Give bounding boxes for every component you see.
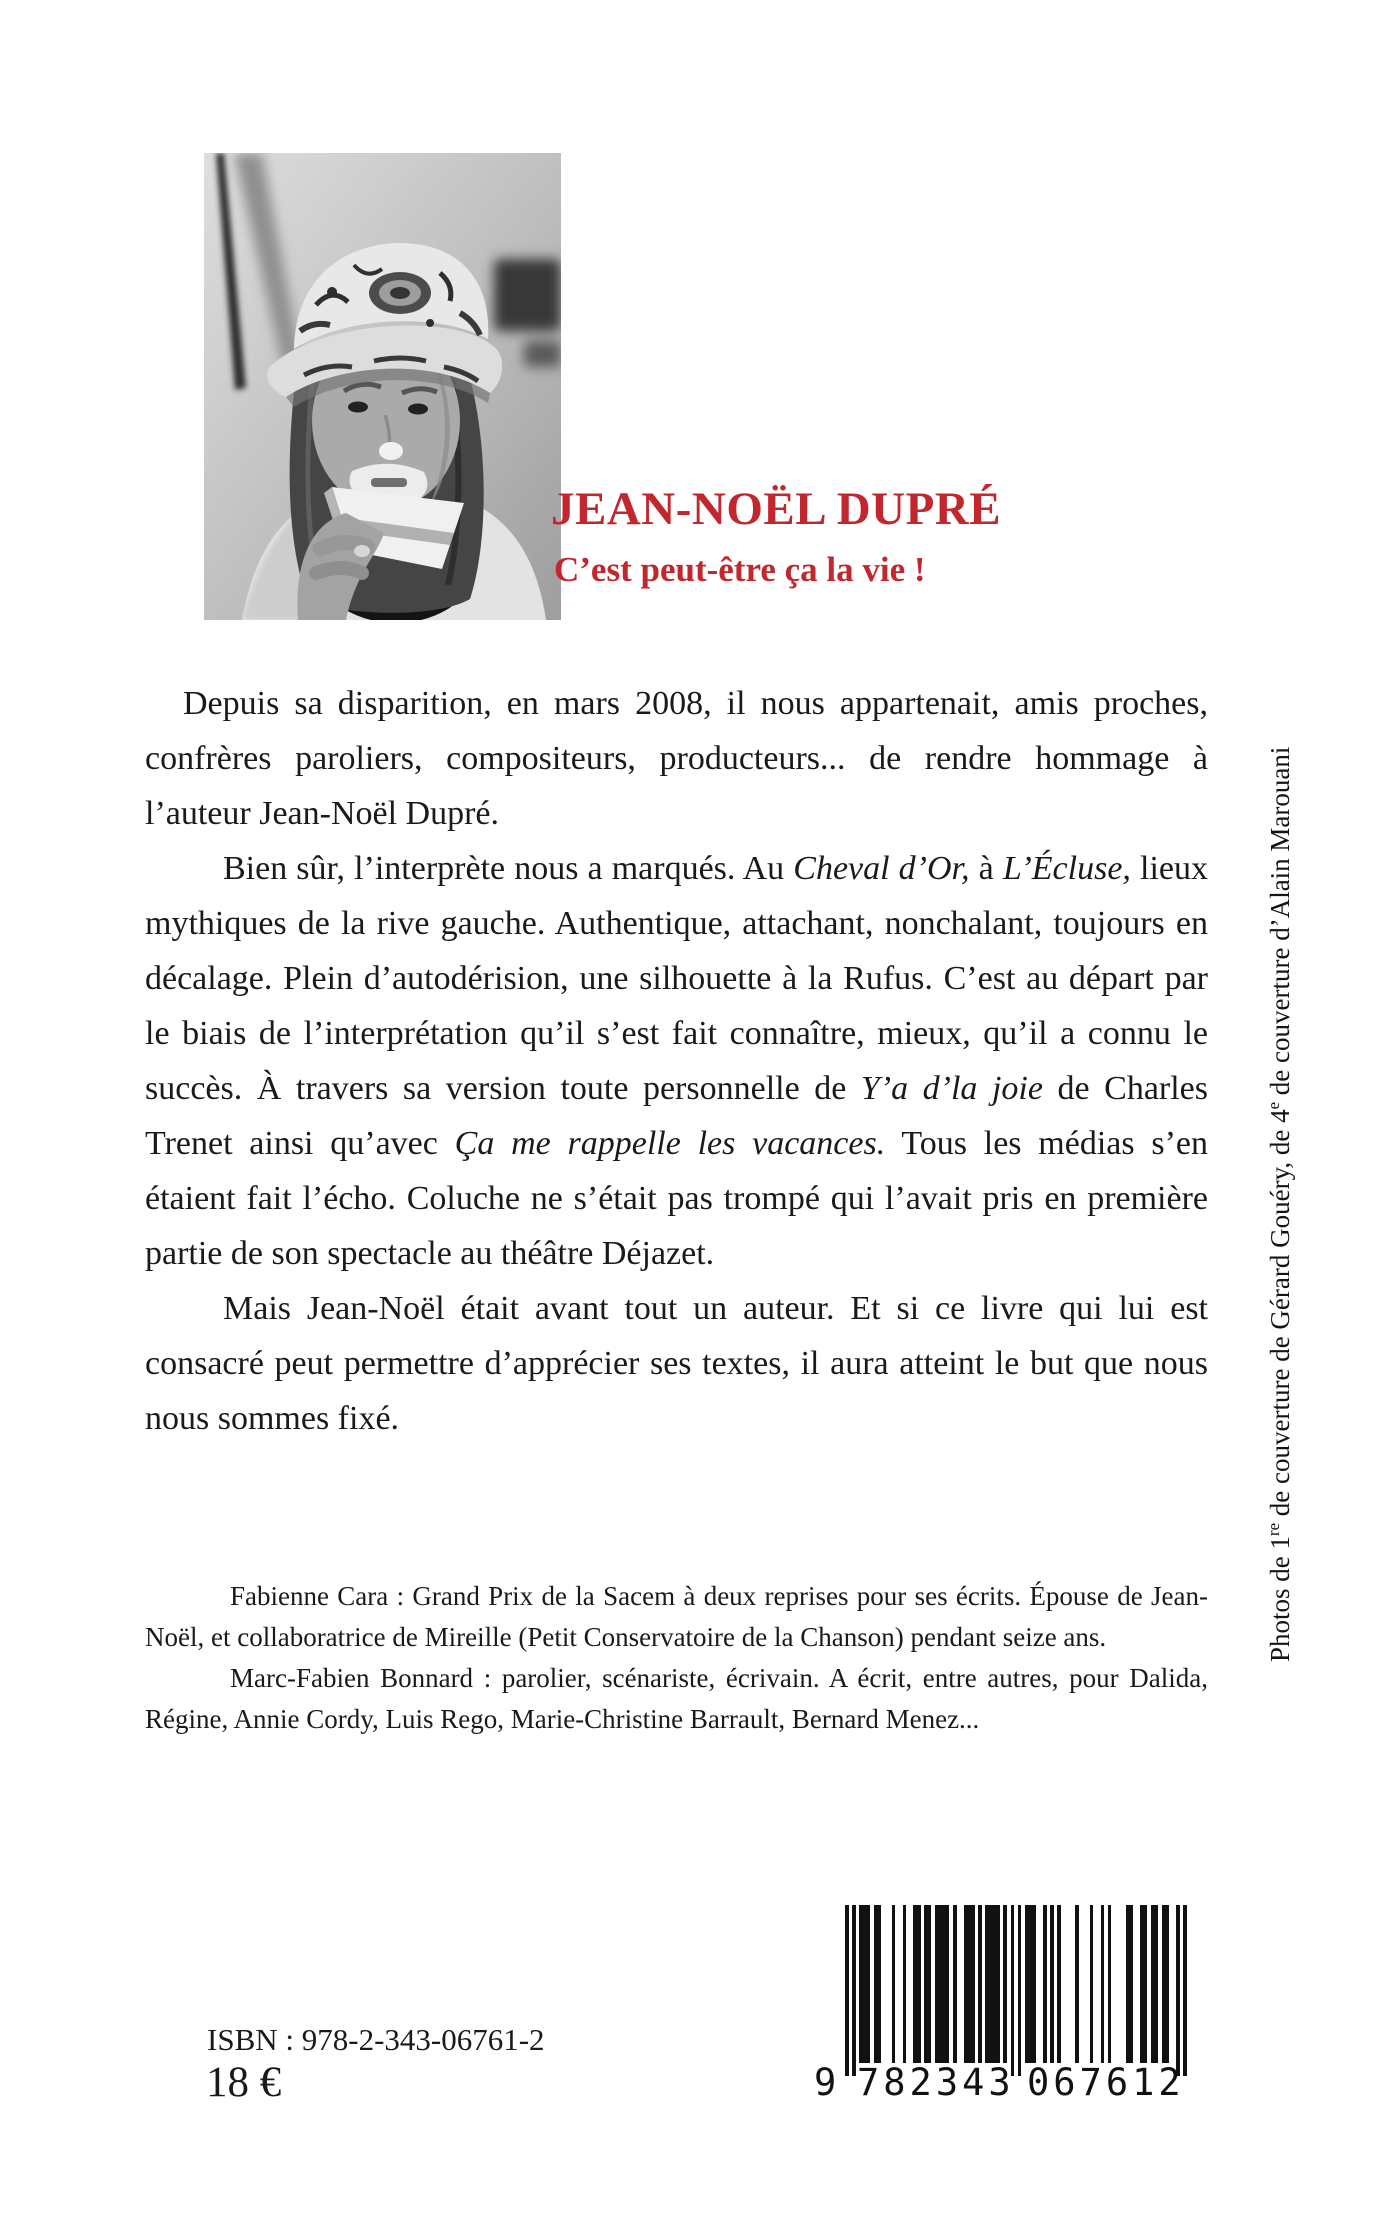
barcode-bar xyxy=(1075,1905,1079,2063)
barcode-digit-first: 9 xyxy=(814,2061,837,2104)
barcode-bar xyxy=(874,1905,881,2063)
barcode-bar xyxy=(1183,1905,1187,2076)
price: 18 € xyxy=(206,2059,282,2106)
body-paragraph xyxy=(145,676,1208,841)
barcode-bar xyxy=(1151,1905,1158,2063)
barcode-bar xyxy=(1101,1905,1105,2063)
barcode-bar xyxy=(1090,1905,1094,2063)
barcode-bar xyxy=(964,1905,975,2063)
barcode-bar xyxy=(1162,1905,1169,2063)
barcode-bar xyxy=(1018,1905,1022,2076)
body-text-run: Depuis sa disparition, en mars 2008, il nous appartenait, amis proches, confrères paroliers, compositeurs, producteurs... de rendre hommage à l’auteur Jean-Noël Dupré. xyxy=(145,685,1208,832)
credit-paragraph: Fabienne Cara : Grand Prix de la Sacem à deux reprises pour ses écrits. Épouse de Jean-Noël, et collaboratrice de Mireille (Petit Conservatoire de la Chanson) pendant seize ans. xyxy=(145,1581,1208,1652)
barcode-digits-right: 067612 xyxy=(1027,2061,1185,2104)
photo-credits-superscript: e xyxy=(1264,1101,1283,1110)
barcode-bar xyxy=(1043,1905,1047,2063)
barcode-bar xyxy=(1057,1905,1061,2063)
work-title-italic: L’Écluse, xyxy=(1002,850,1131,887)
body-text-run: Bien sûr, l’interprète nous a marqués. Au xyxy=(223,850,794,887)
ean13-barcode xyxy=(814,1905,1187,2110)
barcode-digits-left: 782343 xyxy=(857,2061,1015,2104)
barcode-bar xyxy=(978,1905,982,2063)
body-text-run: Tous les médias s’en étaient fait l’écho. Coluche ne s’était pas trompé qui l’avait pris en première partie de son spectacle au théâtre Déjazet. xyxy=(145,1125,1208,1272)
barcode-bar xyxy=(913,1905,920,2063)
work-title-italic: Ça me rappelle les vacances. xyxy=(454,1125,886,1162)
author-name: JEAN-NOËL DUPRÉ xyxy=(551,483,1002,535)
barcode-bar xyxy=(1126,1905,1133,2063)
photo-credits-part: Photos de 1 xyxy=(1265,1535,1295,1662)
barcode-bar xyxy=(924,1905,931,2063)
body-text-run: de Charles Trenet ainsi qu’avec xyxy=(145,1070,1208,1162)
photo-credits-part: de couverture de Gérard Gouéry, de 4 xyxy=(1265,1109,1295,1523)
body-text-run: lieux mythiques de la rive gauche. Authentique, attachant, nonchalant, toujours en décalage. Plein d’autodérision, une silhouette à la Rufus. C’est au départ par le biais de l’interprétation qu’il s’est fait connaître, mieux, qu’il a connu le succès. À travers sa version toute personnelle de xyxy=(145,850,1208,1107)
back-cover-text xyxy=(145,676,1208,1446)
credit-paragraph: Marc-Fabien Bonnard : parolier, scénariste, écrivain. A écrit, entre autres, pour Dalida, Régine, Annie Cordy, Luis Rego, Marie-Christine Barrault, Bernard Menez... xyxy=(145,1663,1208,1734)
barcode-bar xyxy=(1140,1905,1147,2063)
barcode-bar xyxy=(953,1905,957,2063)
barcode-bar xyxy=(1050,1905,1054,2063)
barcode-bar xyxy=(859,1905,870,2063)
barcode-bar xyxy=(1025,1905,1036,2063)
book-title: C’est peut-être ça la vie ! xyxy=(554,550,926,589)
barcode-bar xyxy=(1011,1905,1015,2076)
body-paragraph xyxy=(145,1281,1208,1446)
body-text-run: à xyxy=(969,850,1003,887)
contributors-text xyxy=(145,1576,1208,1740)
barcode-bar xyxy=(852,1905,856,2076)
barcode-bar xyxy=(935,1905,949,2063)
barcode-bar xyxy=(903,1905,907,2063)
barcode-bar xyxy=(1108,1905,1112,2063)
body-paragraph xyxy=(145,841,1208,1281)
barcode-bar xyxy=(985,1905,999,2063)
cover-photo xyxy=(204,153,561,620)
work-title-italic: Y’a d’la joie xyxy=(860,1070,1043,1107)
cream-on-nose xyxy=(379,442,403,460)
photo-credits-superscript: re xyxy=(1264,1522,1283,1536)
barcode-bar xyxy=(845,1905,849,2076)
work-title-italic: Cheval d’Or, xyxy=(793,850,970,887)
barcode-bar xyxy=(892,1905,896,2063)
barcode-bar xyxy=(1176,1905,1180,2076)
photo-credits-part: de couverture d’Alain Marouani xyxy=(1265,746,1295,1102)
body-text-run: Mais Jean-Noël était avant tout un auteur. Et si ce livre qui lui est consacré peut permettre d’apprécier ses textes, il aura atteint le but que nous nous sommes fixé. xyxy=(145,1290,1208,1437)
photo-credits-vertical xyxy=(1264,747,1296,1662)
barcode-bar xyxy=(1003,1905,1007,2063)
isbn-number: ISBN : 978-2-343-06761-2 xyxy=(207,2022,545,2057)
